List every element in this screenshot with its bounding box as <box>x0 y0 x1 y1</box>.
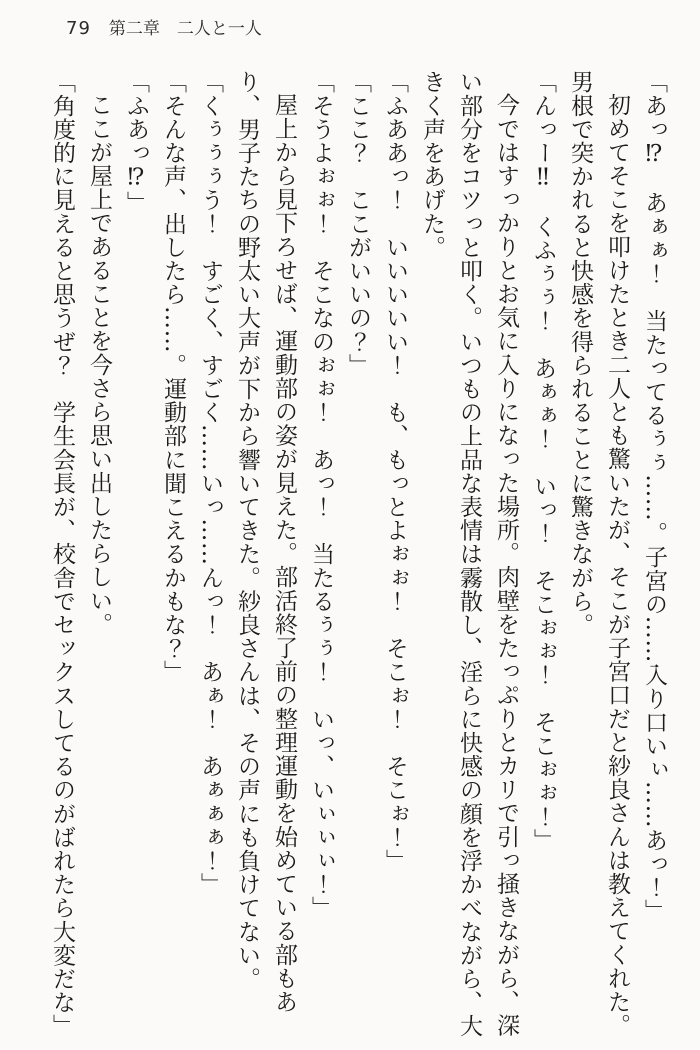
paragraph-dialogue: 「あっ⁉ あぁぁ！ 当たってるぅぅ……。子宮の……入り口いぃ……あっ！」 <box>641 70 667 923</box>
paragraph-narration: ここが屋上であることを今さら思い出したらしい。 <box>86 93 112 636</box>
paragraph-narration: 初めてそこを叩けたとき二人とも驚いたが、そこが子宮口だと紗良さんは教えてくれた。男根で突かれると快感を得られることに驚きながら。 <box>567 70 630 1037</box>
paragraph-dialogue: 「そんな声、出したら……。運動部に聞こえるかもな？」 <box>160 70 186 684</box>
body-text <box>38 70 672 1045</box>
paragraph-dialogue: 「角度的に見えると思うぜ？ 学生会長が、校舎でセックスしてるのがばれたら大変だな」 <box>49 70 75 1038</box>
running-head <box>66 14 262 39</box>
page-number: 79 <box>66 18 91 39</box>
chapter-title: 第二章 二人と一人 <box>108 19 262 39</box>
paragraph-narration: 今ではすっかりとお気に入りになった場所。肉壁をたっぷりとカリで引っ掻きながら、深い部分をコツっと叩く。いつもの上品な表情は霧散し、淫らに快感の顔を浮かべながら、大きく声をあげた。 <box>419 70 519 1038</box>
paragraph-dialogue: 「んっー‼ くふぅぅ！ あぁぁ！ いっ！ そこぉぉ！ そこぉぉ！」 <box>530 70 556 852</box>
paragraph-dialogue: 「そうよぉぉ！ そこなのぉぉ！ あっ！ 当たるぅぅ！ いっ、いぃぃぃ！」 <box>308 70 334 920</box>
paragraph-dialogue: 「ここ？ ここがいいの？」 <box>345 70 371 377</box>
paragraph-dialogue: 「ふあっ⁉」 <box>123 70 149 215</box>
paragraph-narration: 屋上から見下ろせば、運動部の姿が見えた。部活終了前の整理運動を始めている部もあり、男子たちの野太い大声が下から響いてきた。紗良さんは、その声にも負けてない。 <box>234 70 297 1014</box>
paragraph-dialogue: 「くぅぅぅう！ すごく、すごく……いっ……んっ！ あぁ！ あぁぁぁ！」 <box>197 70 223 896</box>
paragraph-dialogue: 「ふああっ！ いいいいい！ も、もっとよぉぉ！ そこぉ！ そこぉ！」 <box>382 70 408 873</box>
